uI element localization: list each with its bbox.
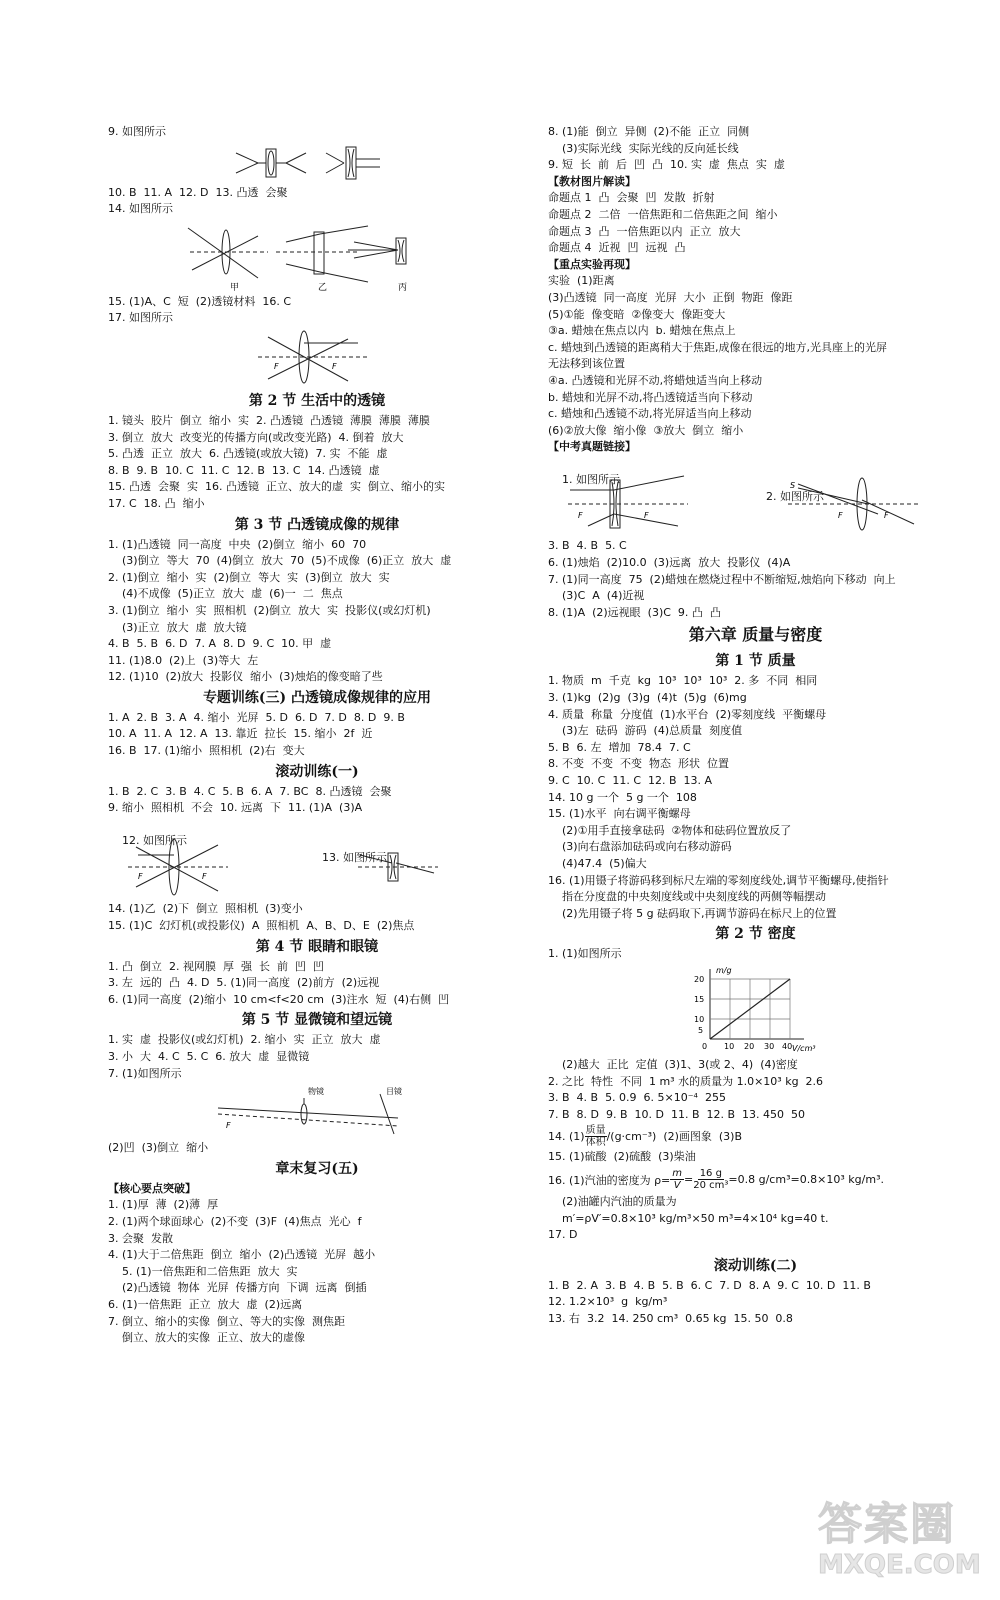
answers-rolling1 [108, 784, 526, 817]
answer-line: c. 蜡烛到凸透镜的距离稍大于焦距,成像在很远的地方,光具座上的光屏 [548, 340, 888, 354]
answer-line: 命题点 1 凸 会聚 凹 发散 折射 [548, 191, 715, 205]
exam-fig1-caption: 1. 如图所示 [562, 473, 620, 487]
answer-line: 14. (1)乙 (2)下 倒立 照相机 (3)变小 [108, 902, 303, 916]
answer-line: 15. (1)A、C 短 (2)透镜材料 16. C [108, 294, 292, 308]
answer-line: c. 蜡烛和凸透镜不动,将光屏适当向上移动 [548, 407, 752, 421]
answer-line: ④a. 凸透镜和光屏不动,将蜡烛适当向上移动 [548, 373, 763, 387]
heading-review5: 章末复习(五) [275, 1160, 359, 1177]
answers-textbook [548, 190, 963, 256]
right-column [548, 124, 963, 1327]
answer-line: 指在分度盘的中央刻度线或中央刻度线的两侧等幅摆动 [562, 890, 826, 904]
answer-line: 倒立、放大的实像 正立、放大的虚像 [122, 1331, 305, 1345]
heading-section3: 第 3 节 凸透镜成像的规律 [234, 516, 400, 533]
answer-line: 4. B 5. B 6. D 7. A 8. D 9. C 10. 甲 虚 [108, 637, 332, 651]
answer-line: (3)凸透镜 同一高度 光屏 大小 正倒 物距 像距 [548, 290, 793, 304]
left-column [108, 124, 526, 1347]
graph-ytick: 0 [702, 1041, 708, 1051]
answer-line: 1. 凸 倒立 2. 视网膜 厚 强 长 前 凹 凹 [108, 959, 324, 973]
bracket-exam: 【中考真题链接】 [548, 440, 636, 454]
answer-line: 10. B 11. A 12. D 13. 凸透 会聚 [108, 185, 288, 199]
answers-review5 [108, 1197, 526, 1346]
answer-line: 5. 凸透 正立 放大 6. 凸透镜(或放大镜) 7. 实 不能 虚 [108, 447, 388, 461]
bracket-experiment: 【重点实验再现】 [548, 257, 636, 271]
answer-line: 1. 实 虚 投影仪(或幻灯机) 2. 缩小 实 正立 放大 虚 [108, 1033, 381, 1047]
figure-q14-ray-diagrams [108, 220, 526, 292]
answer-line: b. 蜡烛和光屏不动,将凸透镜适当向下移动 [548, 390, 753, 404]
figure-q7-microscope [108, 1084, 526, 1138]
graph-ytick: 10 [694, 1014, 705, 1024]
answer-line: 1. B 2. A 3. B 4. B 5. B 6. C 7. D 8. A 9. C 10. D 11. B [548, 1278, 871, 1292]
answers-section4 [108, 959, 526, 1009]
answer-line: 2. (1)倒立 缩小 实 (2)倒立 等大 实 (3)倒立 放大 实 [108, 570, 390, 584]
answer-line: (2)越大 正比 定值 (3)1、3(或 2、4) (4)密度 [562, 1057, 798, 1071]
fig14-label-bing: 丙 [398, 282, 408, 293]
answer-line: 4. 质量 称量 分度值 (1)水平台 (2)零刻度线 平衡螺母 [548, 707, 827, 721]
answer-line: 9. 如图所示 [108, 125, 166, 138]
answer-line: 3. 会聚 发散 [108, 1231, 173, 1245]
answer-line: 15. (1)硫酸 (2)硫酸 (3)柴油 [548, 1150, 696, 1164]
answer-line: 命题点 3 凸 一倍焦距以内 正立 放大 [548, 224, 741, 238]
answers-density-q2-13 [548, 1057, 963, 1123]
answer-line: 6. (1)一倍焦距 正立 放大 虚 (2)远离 [108, 1297, 303, 1311]
answer-line: 8. B 9. B 10. C 11. C 12. B 13. C 14. 凸透镜 虚 [108, 463, 380, 477]
answer-line: 12. 1.2×10³ g kg/m³ [548, 1295, 668, 1309]
answer-line: 2. 之比 特性 不同 1 m³ 水的质量为 1.0×10³ kg 2.6 [548, 1074, 824, 1088]
answers-density-q1 [548, 946, 963, 963]
answer-line: 8. 不变 不变 不变 物态 形状 位置 [548, 757, 729, 771]
answers-ch6-section1 [548, 673, 963, 922]
answer-line: (2)油罐内汽油的质量为 [562, 1194, 677, 1208]
answer-line: 17. D [548, 1228, 578, 1242]
answers-q14-15 [108, 901, 526, 934]
answer-line: (5)①能 像变暗 ②像变大 像距变大 [548, 307, 726, 321]
answer-line: 命题点 4 近视 凹 远视 凸 [548, 241, 686, 255]
answer-line: 1. B 2. C 3. B 4. C 5. B 6. A 7. BC 8. 凸透镜 会聚 [108, 784, 392, 798]
answer-line: 5. B 6. 左 增加 78.4 7. C [548, 740, 691, 754]
svg-text:F: F [884, 511, 889, 521]
answer-line: 8. (1)A (2)远视眼 (3)C 9. 凸 凸 [548, 605, 721, 619]
answer-line: (3)倒立 等大 70 (4)倒立 放大 70 (5)不成像 (6)正立 放大 虚 [122, 554, 452, 568]
heading-topic3: 专题训练(三) 凸透镜成像规律的应用 [202, 689, 432, 706]
answer-line: 13. 右 3.2 14. 250 cm³ 0.65 kg 15. 50 0.8 [548, 1311, 793, 1325]
answer-line: 12. (1)10 (2)放大 投影仪 缩小 (3)烛焰的像变暗了些 [108, 670, 383, 684]
bracket-core-points: 【核心要点突破】 [108, 1181, 196, 1195]
heading-section2: 第 2 节 生活中的透镜 [248, 392, 386, 409]
fig-captions-exam [548, 456, 963, 504]
answer-line: 3. (1)倒立 缩小 实 照相机 (2)倒立 放大 实 投影仪(或幻灯机) [108, 603, 431, 617]
answer-line: 1. A 2. B 3. A 4. 缩小 光屏 5. D 6. D 7. D 8. D 9. B [108, 710, 405, 724]
heading-section5: 第 5 节 显微镜和望远镜 [241, 1012, 393, 1029]
answer-line: m′=ρV′=0.8×10³ kg/m³×50 m³=4×10⁴ kg=40 t. [562, 1211, 829, 1225]
answer-line: 9. 缩小 照相机 不会 10. 远离 下 11. (1)A (3)A [108, 801, 363, 815]
answers-rolling2 [548, 1278, 963, 1328]
watermark-logo [818, 1500, 988, 1595]
answer-line: 17. C 18. 凸 缩小 [108, 496, 205, 510]
answer-line: 7. (1)同一高度 75 (2)蜡烛在燃烧过程中不断缩短,烛焰向下移动 向上 [548, 572, 896, 586]
heading-section4: 第 4 节 眼睛和眼镜 [255, 938, 379, 955]
fig14-label-yi: 乙 [318, 282, 328, 293]
heading-ch6-section1: 第 1 节 质量 [715, 653, 796, 670]
answer-line: (3)左 砝码 游码 (4)总质量 刻度值 [562, 724, 743, 738]
graph-xtick: 40 [782, 1041, 793, 1051]
answer-line: 7. B 8. D 9. B 10. D 11. B 12. B 13. 450 50 [548, 1107, 806, 1121]
fig14-label-jia: 甲 [230, 282, 240, 293]
answers-q8-10 [548, 124, 963, 174]
answer-line: (3)向右盘添加砝码或向右移动游码 [562, 840, 732, 854]
heading-ch6-section2: 第 2 节 密度 [715, 926, 796, 943]
answer-line: (2)凹 (3)倒立 缩小 [108, 1141, 209, 1155]
answer-line: (2)先用镊子将 5 g 砝码取下,再调节游码在标尺上的位置 [562, 906, 837, 920]
answer-line: 15. (1)水平 向右调平衡螺母 [548, 807, 691, 821]
svg-text:F: F [274, 361, 279, 371]
answer-line: 14. 10 g 一个 5 g 一个 108 [548, 790, 697, 804]
answers-q10-14 [108, 185, 526, 218]
answers-q15-17 [108, 294, 526, 327]
figure-q9-lens-diagrams [108, 143, 526, 183]
answer-line: 15. 凸透 会聚 实 16. 凸透镜 正立、放大的虚 实 倒立、缩小的实 [108, 480, 445, 494]
answer-line: 6. (1)烛焰 (2)10.0 (3)远离 放大 投影仪 (4)A [548, 556, 791, 570]
answers-topic3 [108, 710, 526, 760]
graph-ytick: 5 [698, 1025, 704, 1035]
svg-text:F: F [332, 361, 337, 371]
graph-xtick: 20 [744, 1041, 755, 1051]
answer-line: 无法移到该位置 [548, 357, 625, 371]
heading-chapter6: 第六章 质量与密度 [688, 625, 823, 645]
svg-text:F: F [838, 511, 843, 521]
graph-xtick: 10 [724, 1041, 735, 1051]
answer-line: (2)凸透镜 物体 光屏 传播方向 下调 远离 倒插 [122, 1281, 367, 1295]
heading-rolling1: 滚动训练(一) [275, 763, 359, 780]
bracket-textbook: 【教材图片解读】 [548, 174, 636, 188]
answer-line: 命题点 2 二倍 一倍焦距和二倍焦距之间 缩小 [548, 207, 778, 221]
answer-line: (3)实际光线 实际光线的反向延长线 [562, 141, 739, 155]
graph-ytick: 15 [694, 994, 705, 1004]
answer-line: 3. 小 大 4. C 5. C 6. 放大 虚 显微镜 [108, 1050, 310, 1063]
answer-line: 1. (1)厚 薄 (2)薄 厚 [108, 1198, 219, 1212]
figure-density-graph [548, 965, 963, 1055]
answer-line: (4)47.4 (5)偏大 [562, 856, 647, 870]
answer-line: 1. (1)如图所示 [548, 947, 622, 961]
heading-rolling2: 滚动训练(二) [713, 1257, 798, 1274]
answer-line: 3. (1)kg (2)g (3)g (4)t (5)g (6)mg [548, 691, 747, 705]
answer-line: 4. (1)大于二倍焦距 倒立 缩小 (2)凸透镜 光屏 越小 [108, 1248, 376, 1262]
answer-density-q16: 16. (1)汽油的密度为 ρ= $\frac{m}{V}$ = $\frac{16 g}{\text{20 cm³}}$ =0.8 g/cm³=0.8×10³ kg/m³. [548, 1168, 884, 1192]
answer-density-q14: 14. (1) 质量 体积 /(g·cm⁻³) (2)画图象 (3)B [548, 1124, 743, 1148]
graph-ylabel: m/g [716, 965, 732, 975]
answer-line: 3. B 4. B 5. 0.9 6. 5×10⁻⁴ 255 [548, 1091, 726, 1105]
answer-line: 15. (1)C 幻灯机(或投影仪) A 照相机 A、B、D、E (2)焦点 [108, 919, 415, 933]
fig13-caption: 13. 如图所示 [322, 851, 387, 865]
answer-line: 实验 (1)距离 [548, 274, 615, 288]
fig7-label-objective: 物镜 [308, 1087, 324, 1097]
answer-line: 2. (1)两个球面球心 (2)不变 (3)F (4)焦点 光心 f [108, 1214, 362, 1228]
answers-density-q15 [548, 1149, 963, 1166]
svg-text:S: S [790, 481, 796, 491]
fig7-label-eyepiece: 目镜 [386, 1087, 402, 1097]
answers-section2 [108, 413, 526, 513]
answer-line: 3. 倒立 放大 改变光的传播方向(或改变光路) 4. 倒着 放大 [108, 430, 404, 444]
answer-line: 10. A 11. A 12. A 13. 靠近 拉长 15. 缩小 2f 近 [108, 727, 373, 741]
answer-line: 16. B 17. (1)缩小 照相机 (2)右 变大 [108, 744, 305, 758]
answer-line: (3)正立 放大 虚 放大镜 [122, 620, 247, 634]
answers-q7b [108, 1140, 526, 1157]
figure-q17-convex-lens [108, 329, 526, 387]
answer-line: 1. 镜头 胶片 倒立 缩小 实 2. 凸透镜 凸透镜 薄膜 薄膜 薄膜 [108, 413, 430, 427]
answers-q9 [108, 124, 526, 141]
answer-line: 1. 物质 m 千克 kg 10³ 10³ 10³ 2. 多 不同 相同 [548, 674, 818, 688]
answer-line: 16. (1)用镊子将游码移到标尺左端的零刻度线处,调节平衡螺母,使指针 [548, 873, 889, 887]
graph-ytick: 20 [694, 974, 705, 984]
answers-section5 [108, 1032, 526, 1082]
watermark-text: 答案圈 [818, 1499, 956, 1550]
answers-density-q16b-17 [548, 1194, 963, 1244]
answer-line: 7. (1)如图所示 [108, 1066, 182, 1080]
answer-line: 8. (1)能 倒立 异侧 (2)不能 正立 同侧 [548, 125, 750, 138]
fig-captions-q12-13 [108, 817, 526, 865]
answers-section3 [108, 537, 526, 686]
answer-line: 1. (1)凸透镜 同一高度 中央 (2)倒立 缩小 60 70 [108, 537, 367, 551]
fraction-mass-volume: 质量 体积 [585, 1124, 606, 1148]
answer-line: 7. 倒立、缩小的实像 倒立、等大的实像 测焦距 [108, 1314, 345, 1328]
answer-line: 17. 如图所示 [108, 311, 173, 325]
answer-line: 6. (1)同一高度 (2)缩小 10 cm<f<20 cm (3)注水 短 (4)右侧 凹 [108, 992, 450, 1006]
answer-line: (2)①用手直接拿砝码 ②物体和砝码位置放反了 [562, 823, 792, 837]
fig12-caption: 12. 如图所示 [122, 834, 187, 848]
answer-line: (6)②放大像 缩小像 ③放大 倒立 缩小 [548, 423, 744, 437]
answer-line: 3. 左 远的 凸 4. D 5. (1)同一高度 (2)前方 (2)远视 [108, 976, 380, 990]
answers-experiment [548, 273, 963, 439]
graph-xlabel: V/cm³ [792, 1043, 816, 1053]
answer-line: 9. 短 长 前 后 凹 凸 10. 实 虚 焦点 实 虚 [548, 158, 785, 172]
answer-line: 14. 如图所示 [108, 202, 173, 216]
answers-exam [548, 538, 963, 621]
svg-text:F: F [226, 1121, 231, 1131]
answer-line: 11. (1)8.0 (2)上 (3)等大 左 [108, 653, 259, 667]
graph-xtick: 30 [764, 1041, 775, 1051]
svg-text:F: F [644, 511, 649, 521]
svg-text:F: F [202, 872, 207, 882]
svg-text:F: F [578, 511, 583, 521]
answer-line: 5. (1)一倍焦距和二倍焦距 放大 实 [122, 1264, 298, 1278]
answer-line: (3)C A (4)近视 [562, 589, 645, 603]
answer-line: (4)不成像 (5)正立 放大 虚 (6)一 二 焦点 [122, 587, 343, 601]
answer-line: 3. B 4. B 5. C [548, 539, 627, 553]
watermark-url: MXQE.COM [818, 1550, 981, 1580]
svg-text:F: F [138, 872, 143, 882]
answer-line: 9. C 10. C 11. C 12. B 13. A [548, 774, 713, 787]
answer-line: ③a. 蜡烛在焦点以内 b. 蜡烛在焦点上 [548, 324, 736, 338]
exam-fig2-caption: 2. 如图所示 [766, 490, 824, 504]
